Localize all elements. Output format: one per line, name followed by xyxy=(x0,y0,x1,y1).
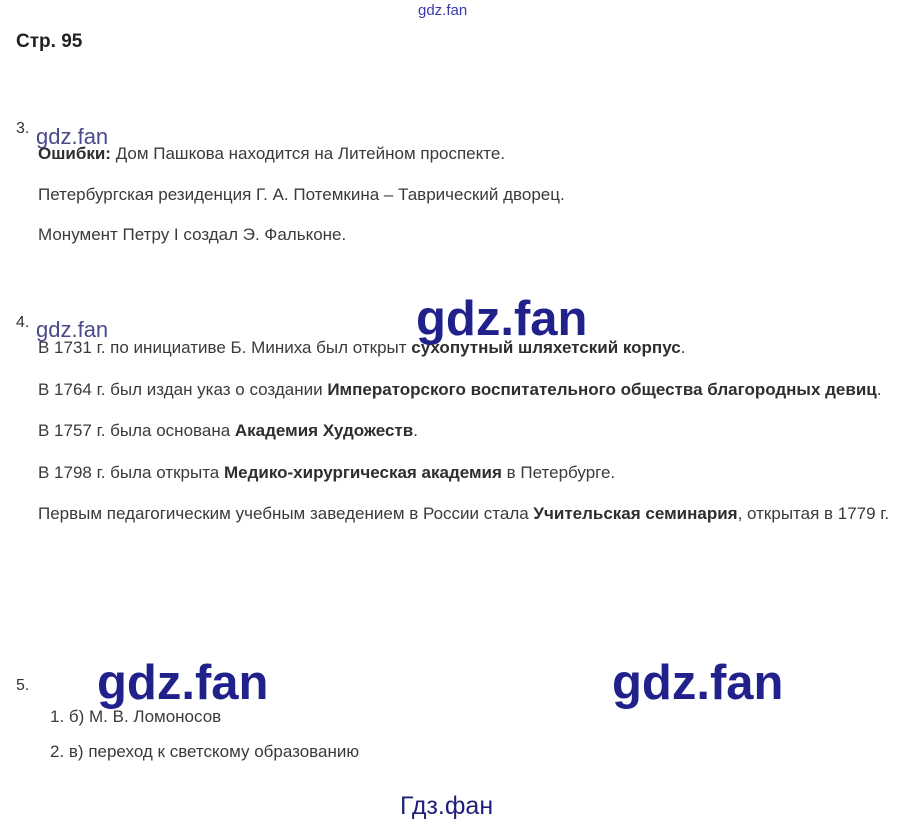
task-body-3 xyxy=(38,118,906,249)
task3-paragraph-1-text: Дом Пашкова находится на Литейном проспекте. xyxy=(110,144,506,163)
task4-paragraph-5 xyxy=(38,500,906,528)
task4-p4-pre: В 1798 г. была открыта xyxy=(38,462,224,482)
watermark-top: gdz.fan xyxy=(418,2,468,19)
task5-answer-2: 2. в) переход к светскому образованию xyxy=(50,742,360,762)
task-number-3: 3. xyxy=(16,120,30,137)
task4-paragraph-3 xyxy=(38,417,906,445)
task-number-4: 4. xyxy=(16,314,30,331)
task5-spacer xyxy=(38,675,906,703)
task5-answer-1: 1. б) М. В. Ломоносов xyxy=(50,707,222,726)
task4-p1-post: . xyxy=(680,338,686,357)
task3-paragraph-2: Петербургская резиденция Г. А. Потемкина – Таврический дворец. xyxy=(38,184,565,204)
task4-p5-pre: Первым педагогическим учебным заведением в России стала xyxy=(38,504,534,524)
task3-paragraph-1 xyxy=(38,140,906,168)
task4-p2-pre: В 1764 г. был издан указ о создании xyxy=(38,379,328,399)
task4-p2-post: . xyxy=(876,379,882,399)
task-block-4 xyxy=(16,312,906,542)
task4-paragraph-2 xyxy=(38,376,906,404)
watermark-large-left: gdz.fan xyxy=(97,656,269,710)
task4-p4-post: в Петербурге. xyxy=(501,462,616,482)
task4-p2-bold: Императорского воспитательного общества благородных девиц xyxy=(327,379,877,399)
task4-p3-pre: В 1757 г. была основана xyxy=(38,421,235,441)
watermark-small-task4: gdz.fan xyxy=(36,317,109,342)
task4-paragraph-4 xyxy=(38,459,906,487)
task3-paragraph-3: Монумент Петру I создал Э. Фальконе. xyxy=(38,225,347,245)
task4-p3-post: . xyxy=(413,421,418,441)
watermark-small-task3: gdz.fan xyxy=(36,124,109,149)
task-block-5 xyxy=(16,675,906,773)
task4-p1-bold: сухопутный шляхетский корпус xyxy=(411,338,681,357)
watermark-inline-4-spacer xyxy=(38,312,906,334)
task-body-4 xyxy=(38,312,906,528)
task-number-5: 5. xyxy=(16,677,30,694)
task3-errors-label: Ошибки: xyxy=(38,144,111,163)
watermark-large-center: gdz.fan xyxy=(416,292,588,346)
watermark-inline-3-spacer xyxy=(38,118,906,140)
task-body-5 xyxy=(38,675,906,765)
task4-p4-bold: Медико-хирургическая академия xyxy=(223,462,502,482)
watermark-bottom-caption: Гдз.фан xyxy=(400,792,494,820)
watermark-large-right: gdz.fan xyxy=(612,656,784,710)
task4-p1-pre: В 1731 г. по инициативе Б. Миниха был открыт xyxy=(38,338,412,357)
task4-p3-bold: Академия Художеств xyxy=(234,421,414,441)
task4-paragraph-1 xyxy=(38,334,906,362)
page-number: Стр. 95 xyxy=(16,31,83,52)
task4-p5-bold: Учительская семинария xyxy=(533,504,738,524)
task4-p5-post: , открытая в 1779 г. xyxy=(737,504,890,524)
task-block-3 xyxy=(16,118,906,262)
